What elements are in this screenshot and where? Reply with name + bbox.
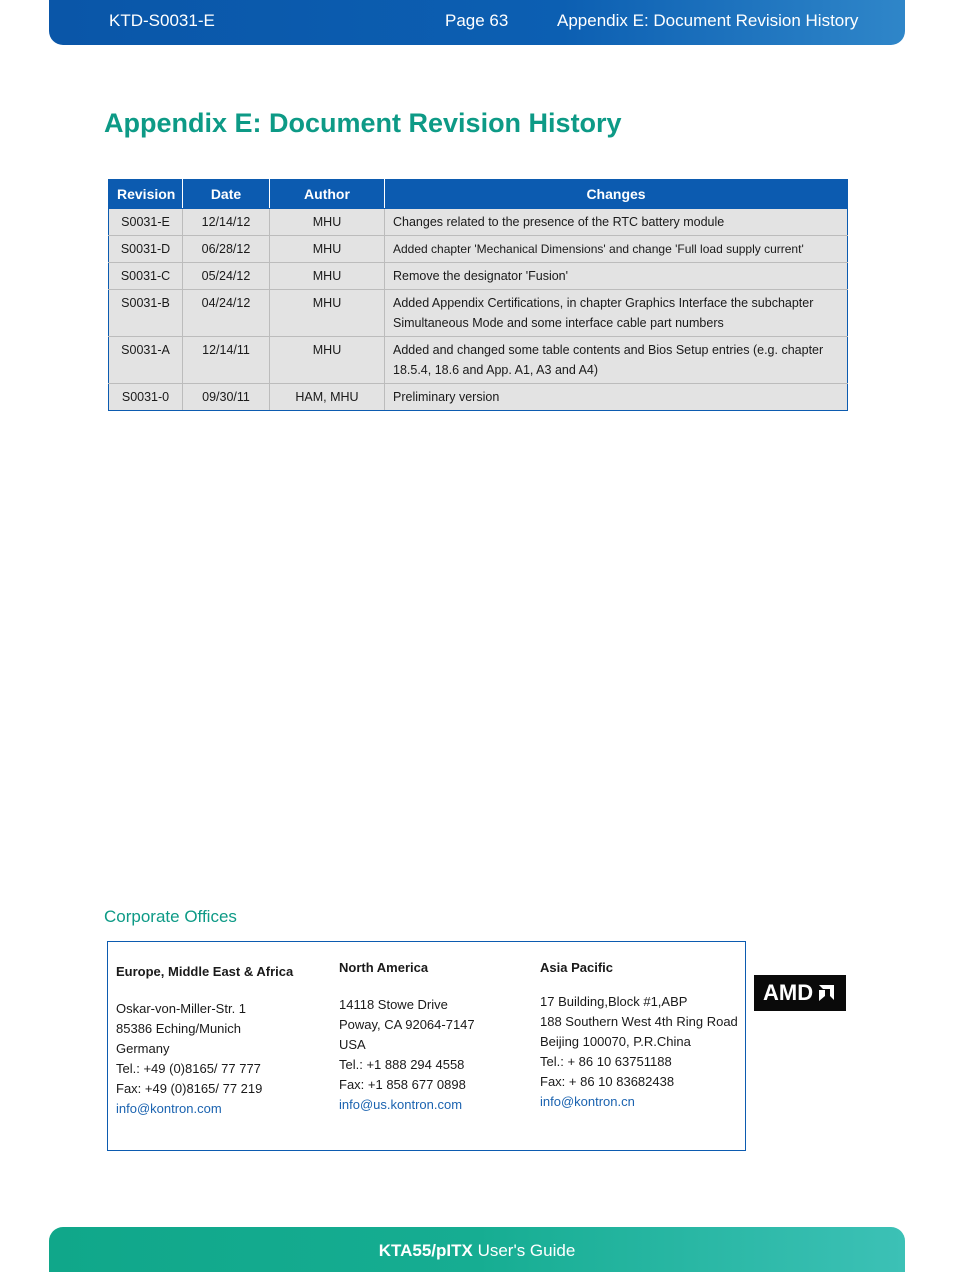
address-line: 17 Building,Block #1,ABP bbox=[540, 994, 688, 1009]
author-cell: HAM, MHU bbox=[270, 384, 385, 411]
guide-label: User's Guide bbox=[472, 1241, 576, 1260]
phone-line: Tel.: +49 (0)8165/ 77 777 bbox=[116, 1061, 261, 1076]
office-name: Europe, Middle East & Africa bbox=[116, 964, 294, 979]
changes-cell: Preliminary version bbox=[385, 384, 848, 411]
revision-cell: S0031-E bbox=[109, 209, 183, 236]
page-footer bbox=[49, 1227, 905, 1272]
address-line: USA bbox=[339, 1037, 366, 1052]
office-name: North America bbox=[339, 960, 429, 975]
address-line: Oskar-von-Miller-Str. 1 bbox=[116, 1001, 247, 1016]
revision-cell: S0031-B bbox=[109, 290, 183, 337]
email-link[interactable]: info@us.kontron.com bbox=[339, 1097, 463, 1112]
address-line: 14118 Stowe Drive bbox=[339, 997, 448, 1012]
corporate-offices-heading: Corporate Offices bbox=[104, 907, 237, 926]
offices-box bbox=[107, 941, 746, 1151]
revision-table bbox=[108, 179, 848, 411]
doc-id: KTD-S0031-E bbox=[109, 11, 215, 30]
amd-logo bbox=[754, 975, 846, 1011]
table-row bbox=[109, 337, 848, 384]
amd-arrow-icon bbox=[816, 983, 836, 1003]
column-header-revision: Revision bbox=[109, 180, 183, 209]
date-cell: 12/14/11 bbox=[183, 337, 270, 384]
date-cell: 06/28/12 bbox=[183, 236, 270, 263]
office-asia-pacific bbox=[540, 958, 738, 1112]
author-cell: MHU bbox=[270, 290, 385, 337]
office-name: Asia Pacific bbox=[540, 960, 613, 975]
page-title: Appendix E: Document Revision History bbox=[104, 108, 622, 138]
address-line: 85386 Eching/Munich bbox=[116, 1021, 242, 1036]
changes-cell: Added chapter 'Mechanical Dimensions' and change 'Full load supply current' bbox=[385, 236, 848, 263]
revision-cell: S0031-A bbox=[109, 337, 183, 384]
column-header-author: Author bbox=[270, 180, 385, 209]
author-cell: MHU bbox=[270, 263, 385, 290]
author-cell: MHU bbox=[270, 337, 385, 384]
page-number: Page 63 bbox=[445, 11, 509, 30]
date-cell: 09/30/11 bbox=[183, 384, 270, 411]
address-line: Germany bbox=[116, 1041, 170, 1056]
table-row bbox=[109, 384, 848, 411]
section-title: Appendix E: Document Revision History bbox=[557, 11, 859, 30]
fax-line: Fax: + 86 10 83682438 bbox=[540, 1074, 675, 1089]
product-name: KTA55/pITX bbox=[378, 1241, 473, 1260]
email-link[interactable]: info@kontron.cn bbox=[540, 1094, 635, 1109]
changes-cell: Remove the designator 'Fusion' bbox=[385, 263, 848, 290]
phone-line: Tel.: + 86 10 63751188 bbox=[540, 1054, 672, 1069]
revision-cell: S0031-C bbox=[109, 263, 183, 290]
table-row bbox=[109, 290, 848, 337]
table-header-row bbox=[109, 180, 848, 209]
changes-cell: Added Appendix Certifications, in chapter Graphics Interface the subchapter Simultaneous Mode and some interface cable part numbers bbox=[385, 290, 848, 337]
fax-line: Fax: +49 (0)8165/ 77 219 bbox=[116, 1081, 263, 1096]
changes-cell: Changes related to the presence of the RTC battery module bbox=[385, 209, 848, 236]
author-cell: MHU bbox=[270, 209, 385, 236]
date-cell: 12/14/12 bbox=[183, 209, 270, 236]
office-europe bbox=[116, 962, 293, 1119]
address-line: Poway, CA 92064-7147 bbox=[339, 1017, 475, 1032]
table-row bbox=[109, 236, 848, 263]
revision-cell: S0031-D bbox=[109, 236, 183, 263]
column-header-date: Date bbox=[183, 180, 270, 209]
changes-cell: Added and changed some table contents and Bios Setup entries (e.g. chapter 18.5.4, 18.6 and App. A1, A3 and A4) bbox=[385, 337, 848, 384]
column-header-changes: Changes bbox=[385, 180, 848, 209]
date-cell: 04/24/12 bbox=[183, 290, 270, 337]
author-cell: MHU bbox=[270, 236, 385, 263]
page-header bbox=[49, 0, 905, 45]
address-line: Beijing 100070, P.R.China bbox=[540, 1034, 691, 1049]
phone-line: Tel.: +1 888 294 4558 bbox=[339, 1057, 465, 1072]
address-line: 188 Southern West 4th Ring Road bbox=[540, 1014, 738, 1029]
office-north-america bbox=[339, 958, 475, 1115]
amd-logo-text: AMD bbox=[763, 980, 814, 1005]
date-cell: 05/24/12 bbox=[183, 263, 270, 290]
revision-cell: S0031-0 bbox=[109, 384, 183, 411]
fax-line: Fax: +1 858 677 0898 bbox=[339, 1077, 466, 1092]
email-link[interactable]: info@kontron.com bbox=[116, 1101, 222, 1116]
table-row bbox=[109, 209, 848, 236]
table-row bbox=[109, 263, 848, 290]
